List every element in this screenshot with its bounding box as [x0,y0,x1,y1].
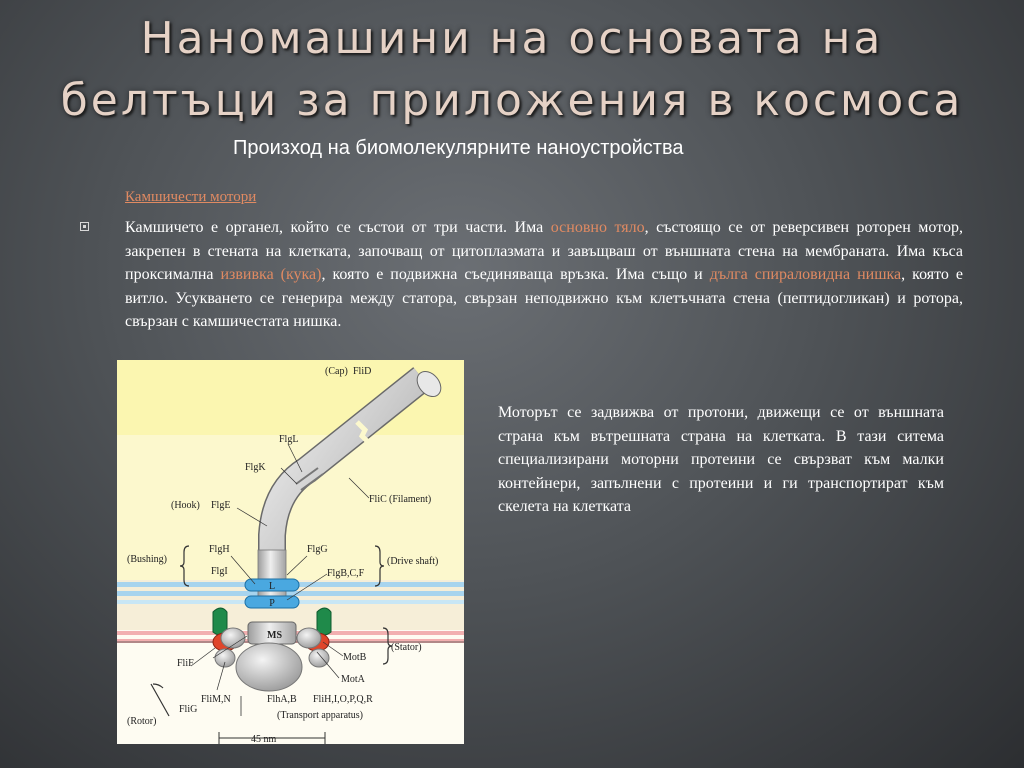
highlight-hook: извивка (кука) [220,266,322,283]
p-ring-label: P [269,598,275,609]
export-apparatus [236,643,302,691]
l-ring-label: L [268,581,276,592]
highlight-filament: дълга спираловидна нишка [709,266,902,283]
bullet-icon [80,222,89,231]
paragraph-text-2: , състоящо се от реверсивен роторен мотор, закрепен в стената на клетката, започващ от цитоплазмата и завъщваш от външната стена на мембраната. Има къса проксимална [125,219,963,283]
slide-title [20,8,1004,132]
flge-label: FlgE [211,500,231,511]
title-line-2: белтъци за приложения в космоса [60,75,964,126]
drive-shaft-label: (Drive shaft) [387,556,439,567]
flgi-label: FlgI [211,566,228,577]
rotor-label: (Rotor) [127,716,157,727]
flgh-label: FlgH [209,544,230,555]
side-text: Моторът се задвижва от протони, движещи се от външната страна към вътрешната страна на клетката. В тази ситема специализирани моторни протеини се свързват към малки контейнери, запълнени с протеини и ги транспортират към скелета на клетката [498,404,944,515]
flgk-label: FlgK [245,462,266,473]
cap-label: (Cap) [325,366,348,377]
flgl-label: FlgL [279,434,299,445]
stator-label: (Stator) [391,642,422,653]
flagellar-motors-link[interactable]: Камшичести мотори [125,189,257,205]
highlight-basal-body: основно тяло [550,219,645,236]
flgg-label: FlgG [307,544,328,555]
title-line-1: Наномашини на основата на [140,13,884,64]
flhab-label: FlhA,B [267,694,297,705]
flif-label: FliF [177,658,194,669]
main-paragraph [125,216,963,334]
motb-label: MotB [343,652,367,663]
flid-label: FliD [353,366,372,377]
paragraph-text-4: , която е витло. Усукването се генерира между статора, свързан неподвижно към клетъчната стена (пептидогликан) и ротора, свързан с камшичестата нишка. [125,266,963,330]
flig-label: FliG [179,704,198,715]
hook-label: (Hook) [171,500,200,511]
flic-label: FliC [369,494,387,505]
slide-subtitle: Произход на биомолекулярните наноустройства [233,137,684,159]
filament-label: (Filament) [389,494,432,505]
flagellar-motor-diagram [117,360,464,744]
c-ring-right [297,628,321,648]
outer-membrane-bottom [117,591,464,596]
ms-ring-label: MS [267,630,282,641]
flgbcf-label: FlgB,C,F [327,568,365,579]
scale-label: 45 nm [251,734,277,744]
flimn-label: FliM,N [201,694,231,705]
transport-label: (Transport apparatus) [277,710,364,721]
drive-shaft [258,550,286,600]
bushing-label: (Bushing) [127,554,167,565]
stator-right [317,608,331,635]
paragraph-text-3: , която е подвижна съединяваща връзка. Има също и [321,266,710,283]
paragraph-text-1: Камшичето е органел, който се състои от три части. Има [125,219,551,236]
mota-label: MotA [341,674,365,685]
flih-label: FliH,I,O,P,Q,R [313,694,373,705]
